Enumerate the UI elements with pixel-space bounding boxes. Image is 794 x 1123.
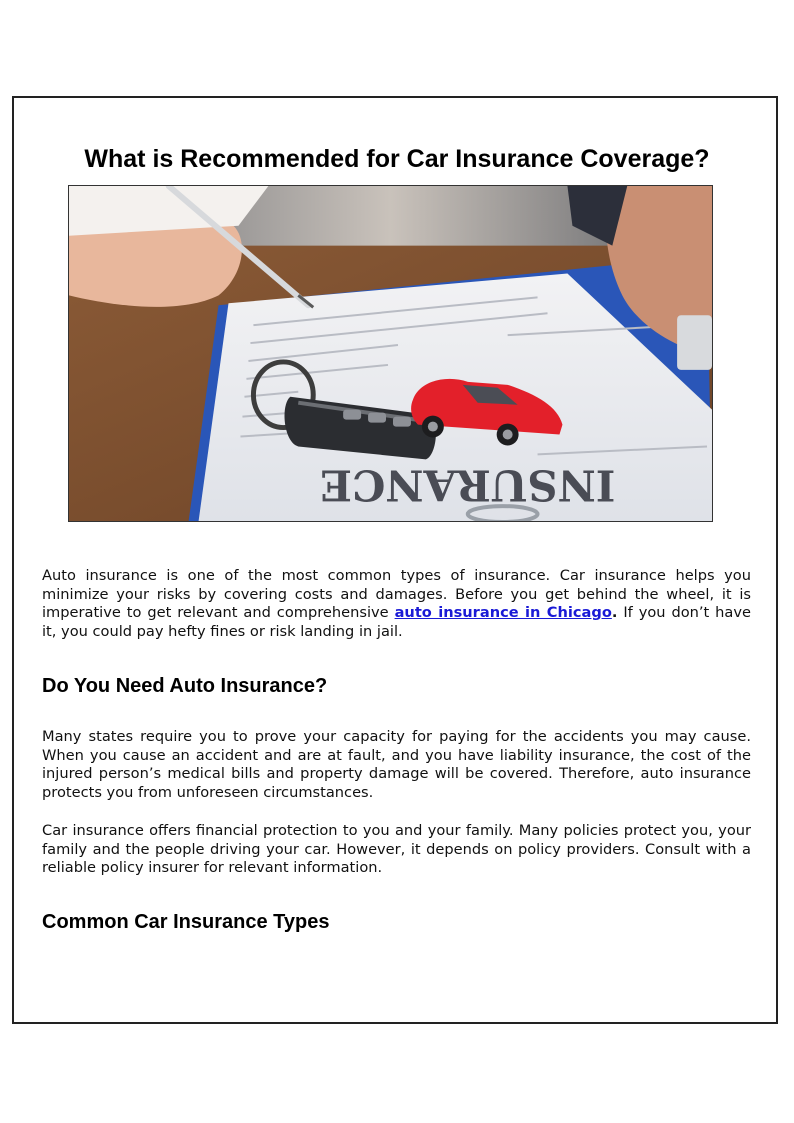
paragraph-states-require: Many states require you to prove your capacity for paying for the accidents you may cause. When you cause an accident and are at fault, and you have liability insurance, the cost of the injured person’s medical bills and property damage will be covered. Therefore, auto insurance protects you from unforeseen circumstances.: [42, 728, 751, 801]
paragraph-financial-protection: Car insurance offers financial protection to you and your family. Many policies protect you, your family and the people driving your car. However, it depends on policy providers. Consult with a reliable policy insurer for relevant information.: [42, 822, 751, 877]
insurance-document-text: INSURANCE: [320, 460, 616, 510]
intro-text-after: If you don’t have it, you could pay hefty fines or risk landing in jail.: [42, 604, 751, 640]
hero-image: [68, 185, 713, 522]
auto-insurance-chicago-link[interactable]: auto insurance in Chicago: [394, 604, 612, 622]
section-heading-insurance-types: Common Car Insurance Types: [42, 911, 330, 933]
intro-text-before: Auto insurance is one of the most common types of insurance. Car insurance helps you minimize your risks by covering costs and damages. Before you get behind the wheel, it is imperative to get relevant and comprehensive: [42, 567, 751, 622]
intro-paragraph: [42, 567, 751, 641]
section-heading-need-insurance: Do You Need Auto Insurance?: [42, 675, 328, 697]
page-title: What is Recommended for Car Insurance Coverage?: [84, 145, 710, 173]
intro-link-period: .: [611, 604, 618, 622]
